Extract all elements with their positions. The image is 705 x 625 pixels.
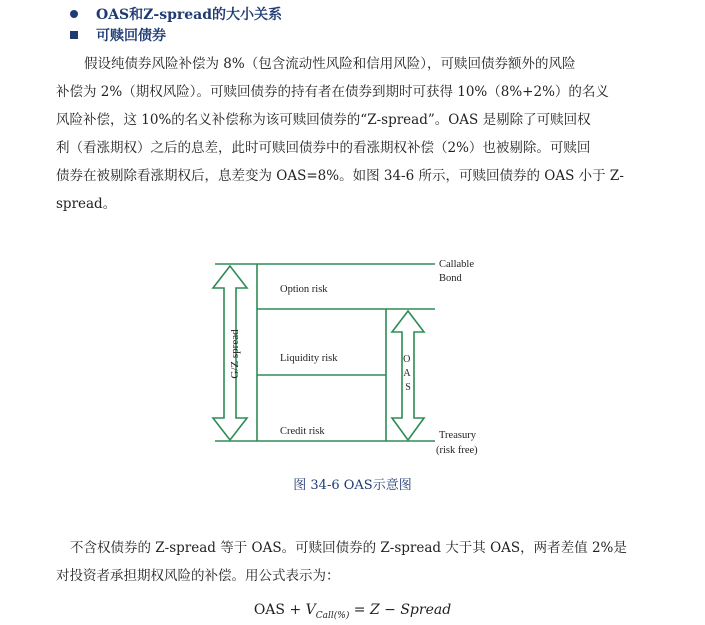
oas-diagram [200, 250, 500, 460]
formula [0, 602, 705, 621]
paragraph-1 [56, 50, 646, 218]
formula-oas: OAS [253, 602, 285, 618]
circle-bullet-icon [70, 10, 78, 18]
bullet-callable-bond [70, 25, 166, 45]
option-risk-label: Option risk [280, 284, 328, 295]
paragraph-line: 债券在被剔除看涨期权后，息差变为 OAS=8%。如图 34-6 所示，可赎回债券的 OAS 小于 Z- [56, 168, 624, 184]
bullet-oas-zspread [70, 4, 282, 24]
risk-free-label: (risk free) [436, 445, 478, 456]
liquidity-risk-label: Liquidity risk [280, 353, 338, 364]
paragraph-2 [56, 534, 646, 590]
section-heading: OAS和Z-spread的大小关系 [96, 7, 283, 23]
bond-label: Bond [439, 273, 462, 284]
oas-vertical-label: O A S [403, 354, 411, 393]
paragraph-line: 假设纯债券风险补偿为 8%（包含流动性风险和信用风险），可赎回债券额外的风险 [84, 56, 576, 72]
gz-spread-label: G/Z spread [229, 329, 241, 379]
paragraph-line: spread。 [56, 196, 117, 212]
figure-caption: 图 34-6 OAS示意图 [293, 478, 412, 493]
treasury-label: Treasury [439, 430, 476, 441]
credit-risk-label: Credit risk [280, 426, 325, 437]
paragraph-line: 补偿为 2%（期权风险）。可赎回债券的持有者在债券到期时可获得 10%（8%+2%）的名义 [56, 84, 609, 100]
paragraph-line: 对投资者承担期权风险的补偿。用公式表示为： [56, 568, 340, 584]
square-bullet-icon [70, 31, 78, 39]
paragraph-line: 不含权债券的 Z-spread 等于 OAS。可赎回债券的 Z-spread 大于其 OAS，两者差值 2%是 [70, 540, 627, 556]
formula-plus-v: + V [285, 602, 316, 618]
callable-label: Callable [439, 259, 474, 270]
paragraph-line: 利（看涨期权）之后的息差，此时可赎回债券中的看涨期权补偿（2%）也被剔除。可赎回 [56, 140, 591, 156]
formula-rest: = Z − Spread [349, 602, 452, 618]
subsection-heading: 可赎回债券 [96, 28, 166, 44]
paragraph-line: 风险补偿，这 10%的名义补偿称为该可赎回债券的“Z-spread”。OAS 是剔除了可赎回权 [56, 112, 591, 128]
formula-subscript: Call(%) [315, 610, 350, 621]
